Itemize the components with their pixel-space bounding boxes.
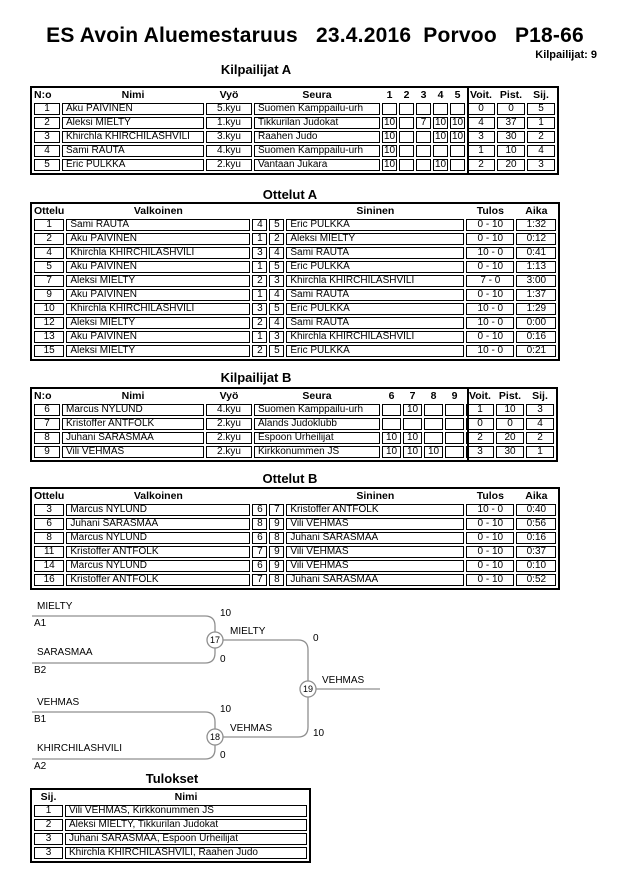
match-result: 10 - 0 (466, 303, 514, 315)
competitor-name: Aku PÄIVINEN (62, 103, 204, 115)
col-header-belt: Vyö (219, 390, 239, 402)
competitor-club: Suomen Kamppailu-urh (254, 103, 380, 115)
competitor-belt: 5.kyu (206, 103, 252, 115)
white-player-number: 1 (252, 261, 267, 273)
match-19-number: 19 (302, 684, 314, 694)
points-cell: 30 (496, 446, 524, 458)
competitor-name: Kristoffer ANTFOLK (62, 418, 204, 430)
match-17-number: 17 (209, 635, 221, 645)
competitor-club: Espoon Urheilijat (254, 432, 380, 444)
match-time: 0:41 (516, 247, 556, 259)
points-cell: 10 (497, 145, 525, 157)
score-cell: 10 (382, 446, 401, 458)
match-time: 0:52 (516, 574, 556, 586)
points-cell: 20 (496, 432, 524, 444)
match-result: 0 - 10 (466, 261, 514, 273)
blue-player: Sami RAUTA (286, 289, 464, 301)
col-header-no: N:o (34, 89, 52, 101)
match-time: 0:21 (516, 345, 556, 357)
white-player-number: 8 (252, 518, 267, 530)
white-player-number: 4 (252, 219, 267, 231)
match-number: 13 (34, 331, 64, 343)
place-cell: 1 (526, 446, 554, 458)
points-cell: 0 (496, 418, 524, 430)
blue-player: Aleksi MIELTY (286, 233, 464, 245)
blue-player-number: 2 (269, 233, 284, 245)
match-time: 0:16 (516, 331, 556, 343)
wins-cell: 0 (467, 103, 495, 115)
blue-player-number: 4 (269, 317, 284, 329)
match-result: 0 - 10 (466, 574, 514, 586)
bracket-score-semi2-top: 10 (220, 704, 232, 715)
bracket-player-semi1-bottom: SARASMAA (37, 647, 93, 658)
result-row (34, 847, 307, 859)
col-header-place: Sij. (40, 791, 57, 803)
blue-player: Juhani SARASMAA (286, 574, 464, 586)
page-title: ES Avoin Aluemestaruus 23.4.2016 Porvoo P18-66 (46, 24, 584, 47)
blue-player: Vili VEHMAS (286, 518, 464, 530)
white-player-number: 3 (252, 247, 267, 259)
match-time: 0:56 (516, 518, 556, 530)
match-result: 10 - 0 (466, 317, 514, 329)
match-result: 0 - 10 (466, 331, 514, 343)
competitor-number: 8 (34, 432, 60, 444)
competitor-number: 5 (34, 159, 60, 171)
white-player-number: 2 (252, 275, 267, 287)
competitor-number: 6 (34, 404, 60, 416)
white-player: Aleksi MIELTY (66, 345, 250, 357)
col-header-white: Valkoinen (133, 490, 183, 502)
blue-player-number: 3 (269, 275, 284, 287)
competitor-club: Ålands Judoklubb (254, 418, 380, 430)
match-result: 0 - 10 (466, 233, 514, 245)
score-cell: 10 (434, 117, 447, 128)
blue-player: Eric PULKKA (286, 303, 464, 315)
blue-player-number: 7 (269, 504, 284, 516)
match-time: 0:40 (516, 504, 556, 516)
col-header-blue: Sininen (356, 490, 395, 502)
col-header-result: Tulos (476, 205, 504, 217)
place-cell: 4 (526, 418, 554, 430)
col-header-name: Nimi (121, 89, 145, 101)
place-cell: 4 (527, 145, 555, 157)
blue-player-number: 9 (269, 560, 284, 572)
result-place: 1 (34, 805, 63, 817)
competitor-belt: 2.kyu (206, 432, 252, 444)
blue-player-number: 5 (269, 345, 284, 357)
white-player-number: 1 (252, 289, 267, 301)
col-header-match: Ottelu (34, 205, 65, 217)
competitor-name: Juhani SARASMAA (62, 432, 204, 444)
match-18-number: 18 (209, 732, 221, 742)
competitor-number: 2 (34, 117, 60, 129)
place-cell: 2 (526, 432, 554, 444)
score-cell: 10 (382, 432, 401, 444)
col-header-score-7: 7 (409, 390, 416, 402)
white-player: Marcus NYLUND (66, 532, 250, 544)
competitor-name: Eric PULKKA (62, 159, 204, 171)
score-cell: 10 (434, 159, 447, 170)
col-header-place: Sij. (532, 390, 548, 402)
competitors-count: Kilpailijat: 9 (535, 49, 597, 61)
blue-player: Kristoffer ANTFOLK (286, 504, 464, 516)
match-number: 3 (34, 504, 64, 516)
white-player-number: 1 (252, 233, 267, 245)
blue-player: Sami RAUTA (286, 317, 464, 329)
col-header-score-9: 9 (451, 390, 458, 402)
col-header-wins: Voit. (469, 390, 491, 402)
results-table (30, 788, 311, 863)
col-header-score-2: 2 (403, 89, 410, 101)
wins-cell: 2 (467, 159, 495, 171)
col-header-points: Pist. (498, 390, 522, 402)
score-cell: 10 (383, 117, 396, 128)
competitor-name: Aleksi MIELTY (62, 117, 204, 129)
score-cell: 10 (424, 446, 443, 458)
place-cell: 3 (527, 159, 555, 171)
score-cell: 10 (451, 117, 464, 128)
col-header-club: Seura (302, 390, 332, 402)
bracket-score-final-bottom: 10 (313, 728, 325, 739)
wins-cell: 1 (467, 145, 495, 157)
blue-player-number: 5 (269, 303, 284, 315)
score-cell: 7 (416, 117, 431, 129)
blue-player-number: 8 (269, 532, 284, 544)
blue-player: Vili VEHMAS (286, 546, 464, 558)
white-player-number: 3 (252, 303, 267, 315)
bracket-seed-a2: A2 (34, 761, 47, 772)
col-header-no: N:o (34, 390, 52, 402)
place-cell: 5 (527, 103, 555, 115)
white-player: Marcus NYLUND (66, 560, 250, 572)
col-header-belt: Vyö (219, 89, 239, 101)
score-cell: 10 (383, 131, 396, 142)
match-result: 0 - 10 (466, 546, 514, 558)
result-place: 3 (34, 833, 63, 845)
white-player: Marcus NYLUND (66, 504, 250, 516)
bracket-player-semi2-top: VEHMAS (37, 697, 80, 708)
match-number: 11 (34, 546, 64, 558)
section-heading-pool-b: Kilpailijat B (220, 370, 292, 385)
blue-player-number: 9 (269, 546, 284, 558)
bracket-winner-semi2: VEHMAS (230, 723, 273, 734)
match-time: 1:32 (516, 219, 556, 231)
points-cell: 37 (497, 117, 525, 129)
blue-player: Sami RAUTA (286, 247, 464, 259)
bracket-seed-b1: B1 (34, 714, 47, 725)
bracket-player-semi1-top: MIELTY (37, 601, 73, 612)
competitor-belt: 3.kyu (206, 131, 252, 143)
bracket-seed-a1: A1 (34, 618, 47, 629)
blue-player-number: 8 (269, 574, 284, 586)
col-header-result: Tulos (476, 490, 504, 502)
col-header-points: Pist. (499, 89, 523, 101)
match-result: 0 - 10 (466, 560, 514, 572)
competitor-belt: 2.kyu (206, 159, 252, 171)
competitor-name: Khirchla KHIRCHILASHVILI (62, 131, 204, 143)
bracket-winner-final: VEHMAS (322, 675, 365, 686)
competitor-name: Sami RAUTA (62, 145, 204, 157)
competitor-number: 4 (34, 145, 60, 157)
col-header-name: Nimi (174, 791, 198, 803)
competitor-number: 7 (34, 418, 60, 430)
white-player: Aleksi MIELTY (66, 317, 250, 329)
match-time: 0:37 (516, 546, 556, 558)
col-header-blue: Sininen (356, 205, 395, 217)
blue-player: Eric PULKKA (286, 261, 464, 273)
bracket-winner-semi1: MIELTY (230, 626, 266, 637)
match-number: 16 (34, 574, 64, 586)
result-row (34, 805, 307, 817)
match-number: 2 (34, 233, 64, 245)
match-time: 3:00 (516, 275, 556, 287)
result-name: Aleksi MIELTY, Tikkurilan Judokat (65, 819, 307, 831)
results-header-row (34, 792, 307, 803)
col-header-club: Seura (302, 89, 332, 101)
wins-cell: 1 (466, 404, 494, 416)
section-heading-results: Tulokset (145, 771, 199, 786)
blue-player: Eric PULKKA (286, 219, 464, 231)
competitor-club: Tikkurilan Judokat (254, 117, 380, 129)
score-cell: 10 (383, 145, 396, 156)
wins-cell: 0 (466, 418, 494, 430)
match-time: 1:37 (516, 289, 556, 301)
result-row (34, 833, 307, 845)
match-time: 0:12 (516, 233, 556, 245)
competitor-number: 9 (34, 446, 60, 458)
points-cell: 30 (497, 131, 525, 143)
result-place: 3 (34, 847, 63, 859)
match-result: 10 - 0 (466, 247, 514, 259)
match-number: 6 (34, 518, 64, 530)
wins-cell: 3 (467, 131, 495, 143)
score-cell: 10 (451, 131, 464, 142)
score-cell: 10 (434, 131, 447, 142)
competitor-club: Kirkkonummen JS (254, 446, 380, 458)
white-player: Aku PÄIVINEN (66, 331, 250, 343)
place-cell: 2 (527, 131, 555, 143)
white-player: Aleksi MIELTY (66, 275, 250, 287)
white-player: Sami RAUTA (66, 219, 250, 231)
col-header-score-6: 6 (388, 390, 395, 402)
blue-player-number: 5 (269, 219, 284, 231)
white-player: Kristoffer ANTFOLK (66, 546, 250, 558)
white-player: Kristoffer ANTFOLK (66, 574, 250, 586)
white-player: Khirchla KHIRCHILASHVILI (66, 303, 250, 315)
white-player: Aku PÄIVINEN (66, 289, 250, 301)
competitor-club: Suomen Kamppailu-urh (254, 404, 380, 416)
blue-player-number: 3 (269, 331, 284, 343)
match-number: 1 (34, 219, 64, 231)
col-header-place: Sij. (533, 89, 549, 101)
bracket-score-semi1-bottom: 0 (220, 654, 226, 665)
points-cell: 0 (497, 103, 525, 115)
match-result: 0 - 10 (466, 289, 514, 301)
match-result: 10 - 0 (466, 345, 514, 357)
match-time: 1:29 (516, 303, 556, 315)
col-header-wins: Voit. (470, 89, 492, 101)
competitor-number: 1 (34, 103, 60, 115)
competitor-club: Raahen Judo (254, 131, 380, 143)
white-player-number: 2 (252, 345, 267, 357)
match-number: 10 (34, 303, 64, 315)
score-cell: 10 (403, 404, 422, 416)
match-result: 0 - 10 (466, 219, 514, 231)
blue-player-number: 5 (269, 261, 284, 273)
score-cell: 10 (403, 432, 422, 444)
white-player-number: 7 (252, 546, 267, 558)
blue-player: Juhani SARASMAA (286, 532, 464, 544)
section-heading-pool-a: Kilpailijat A (220, 62, 292, 77)
white-player-number: 6 (252, 532, 267, 544)
match-result: 0 - 10 (466, 532, 514, 544)
wins-cell: 4 (467, 117, 495, 129)
wins-cell: 2 (466, 432, 494, 444)
col-header-score-3: 3 (420, 89, 427, 101)
wins-cell: 3 (466, 446, 494, 458)
result-name: Khirchla KHIRCHILASHVILI, Raahen Judo (65, 847, 307, 859)
results-section (30, 788, 311, 863)
white-player-number: 2 (252, 317, 267, 329)
result-name: Juhani SARASMAA, Espoon Urheilijat (65, 833, 307, 845)
match-number: 7 (34, 275, 64, 287)
white-player: Khirchla KHIRCHILASHVILI (66, 247, 250, 259)
competitor-belt: 4.kyu (206, 145, 252, 157)
match-result: 0 - 10 (466, 518, 514, 530)
white-player: Juhani SARASMAA (66, 518, 250, 530)
competitor-club: Vantaan Jukara (254, 159, 380, 171)
col-header-score-4: 4 (437, 89, 444, 101)
score-cell: 10 (403, 446, 422, 458)
blue-player: Khirchla KHIRCHILASHVILI (286, 275, 464, 287)
match-result: 7 - 0 (466, 275, 514, 287)
points-cell: 20 (497, 159, 525, 171)
score-cell: 10 (383, 159, 396, 170)
white-player: Aku PÄIVINEN (66, 261, 250, 273)
white-player-number: 1 (252, 331, 267, 343)
competitor-club: Suomen Kamppailu-urh (254, 145, 380, 157)
result-name: Vili VEHMAS, Kirkkonummen JS (65, 805, 307, 817)
match-number: 8 (34, 532, 64, 544)
match-time: 0:10 (516, 560, 556, 572)
bracket-player-semi2-bottom: KHIRCHILASHVILI (37, 743, 123, 754)
match-time: 1:13 (516, 261, 556, 273)
blue-player: Eric PULKKA (286, 345, 464, 357)
competitor-name: Vili VEHMAS (62, 446, 204, 458)
match-number: 12 (34, 317, 64, 329)
bracket-seed-b2: B2 (34, 665, 47, 676)
col-header-time: Aika (525, 490, 548, 502)
result-row (34, 819, 307, 831)
section-heading-matches-a: Ottelut A (262, 187, 318, 202)
bracket-score-semi1-top: 10 (220, 608, 232, 619)
place-cell: 3 (526, 404, 554, 416)
competitor-belt: 4.kyu (206, 404, 252, 416)
col-header-time: Aika (525, 205, 548, 217)
blue-player-number: 4 (269, 247, 284, 259)
white-player-number: 6 (252, 560, 267, 572)
match-time: 0:16 (516, 532, 556, 544)
match-number: 9 (34, 289, 64, 301)
match-number: 5 (34, 261, 64, 273)
bracket-score-semi2-bottom: 0 (220, 750, 226, 761)
blue-player: Vili VEHMAS (286, 560, 464, 572)
section-heading-matches-b: Ottelut B (262, 471, 318, 486)
match-number: 4 (34, 247, 64, 259)
col-header-score-5: 5 (454, 89, 461, 101)
blue-player-number: 9 (269, 518, 284, 530)
blue-player: Khirchla KHIRCHILASHVILI (286, 331, 464, 343)
col-header-score-8: 8 (430, 390, 437, 402)
col-header-match: Ottelu (34, 490, 65, 502)
result-place: 2 (34, 819, 63, 831)
col-header-score-1: 1 (386, 89, 393, 101)
match-number: 14 (34, 560, 64, 572)
white-player: Aku PÄIVINEN (66, 233, 250, 245)
competitor-name: Marcus NYLUND (62, 404, 204, 416)
bracket-score-final-top: 0 (313, 633, 319, 644)
white-player-number: 7 (252, 574, 267, 586)
blue-player-number: 4 (269, 289, 284, 301)
col-header-name: Nimi (121, 390, 145, 402)
match-time: 0:00 (516, 317, 556, 329)
match-result: 10 - 0 (466, 504, 514, 516)
white-player-number: 6 (252, 504, 267, 516)
points-cell: 10 (496, 404, 524, 416)
match-number: 15 (34, 345, 64, 357)
competitor-belt: 2.kyu (206, 446, 252, 458)
competitor-belt: 1.kyu (206, 117, 252, 129)
competitor-number: 3 (34, 131, 60, 143)
col-header-white: Valkoinen (133, 205, 183, 217)
competitor-belt: 2.kyu (206, 418, 252, 430)
place-cell: 1 (527, 117, 555, 129)
